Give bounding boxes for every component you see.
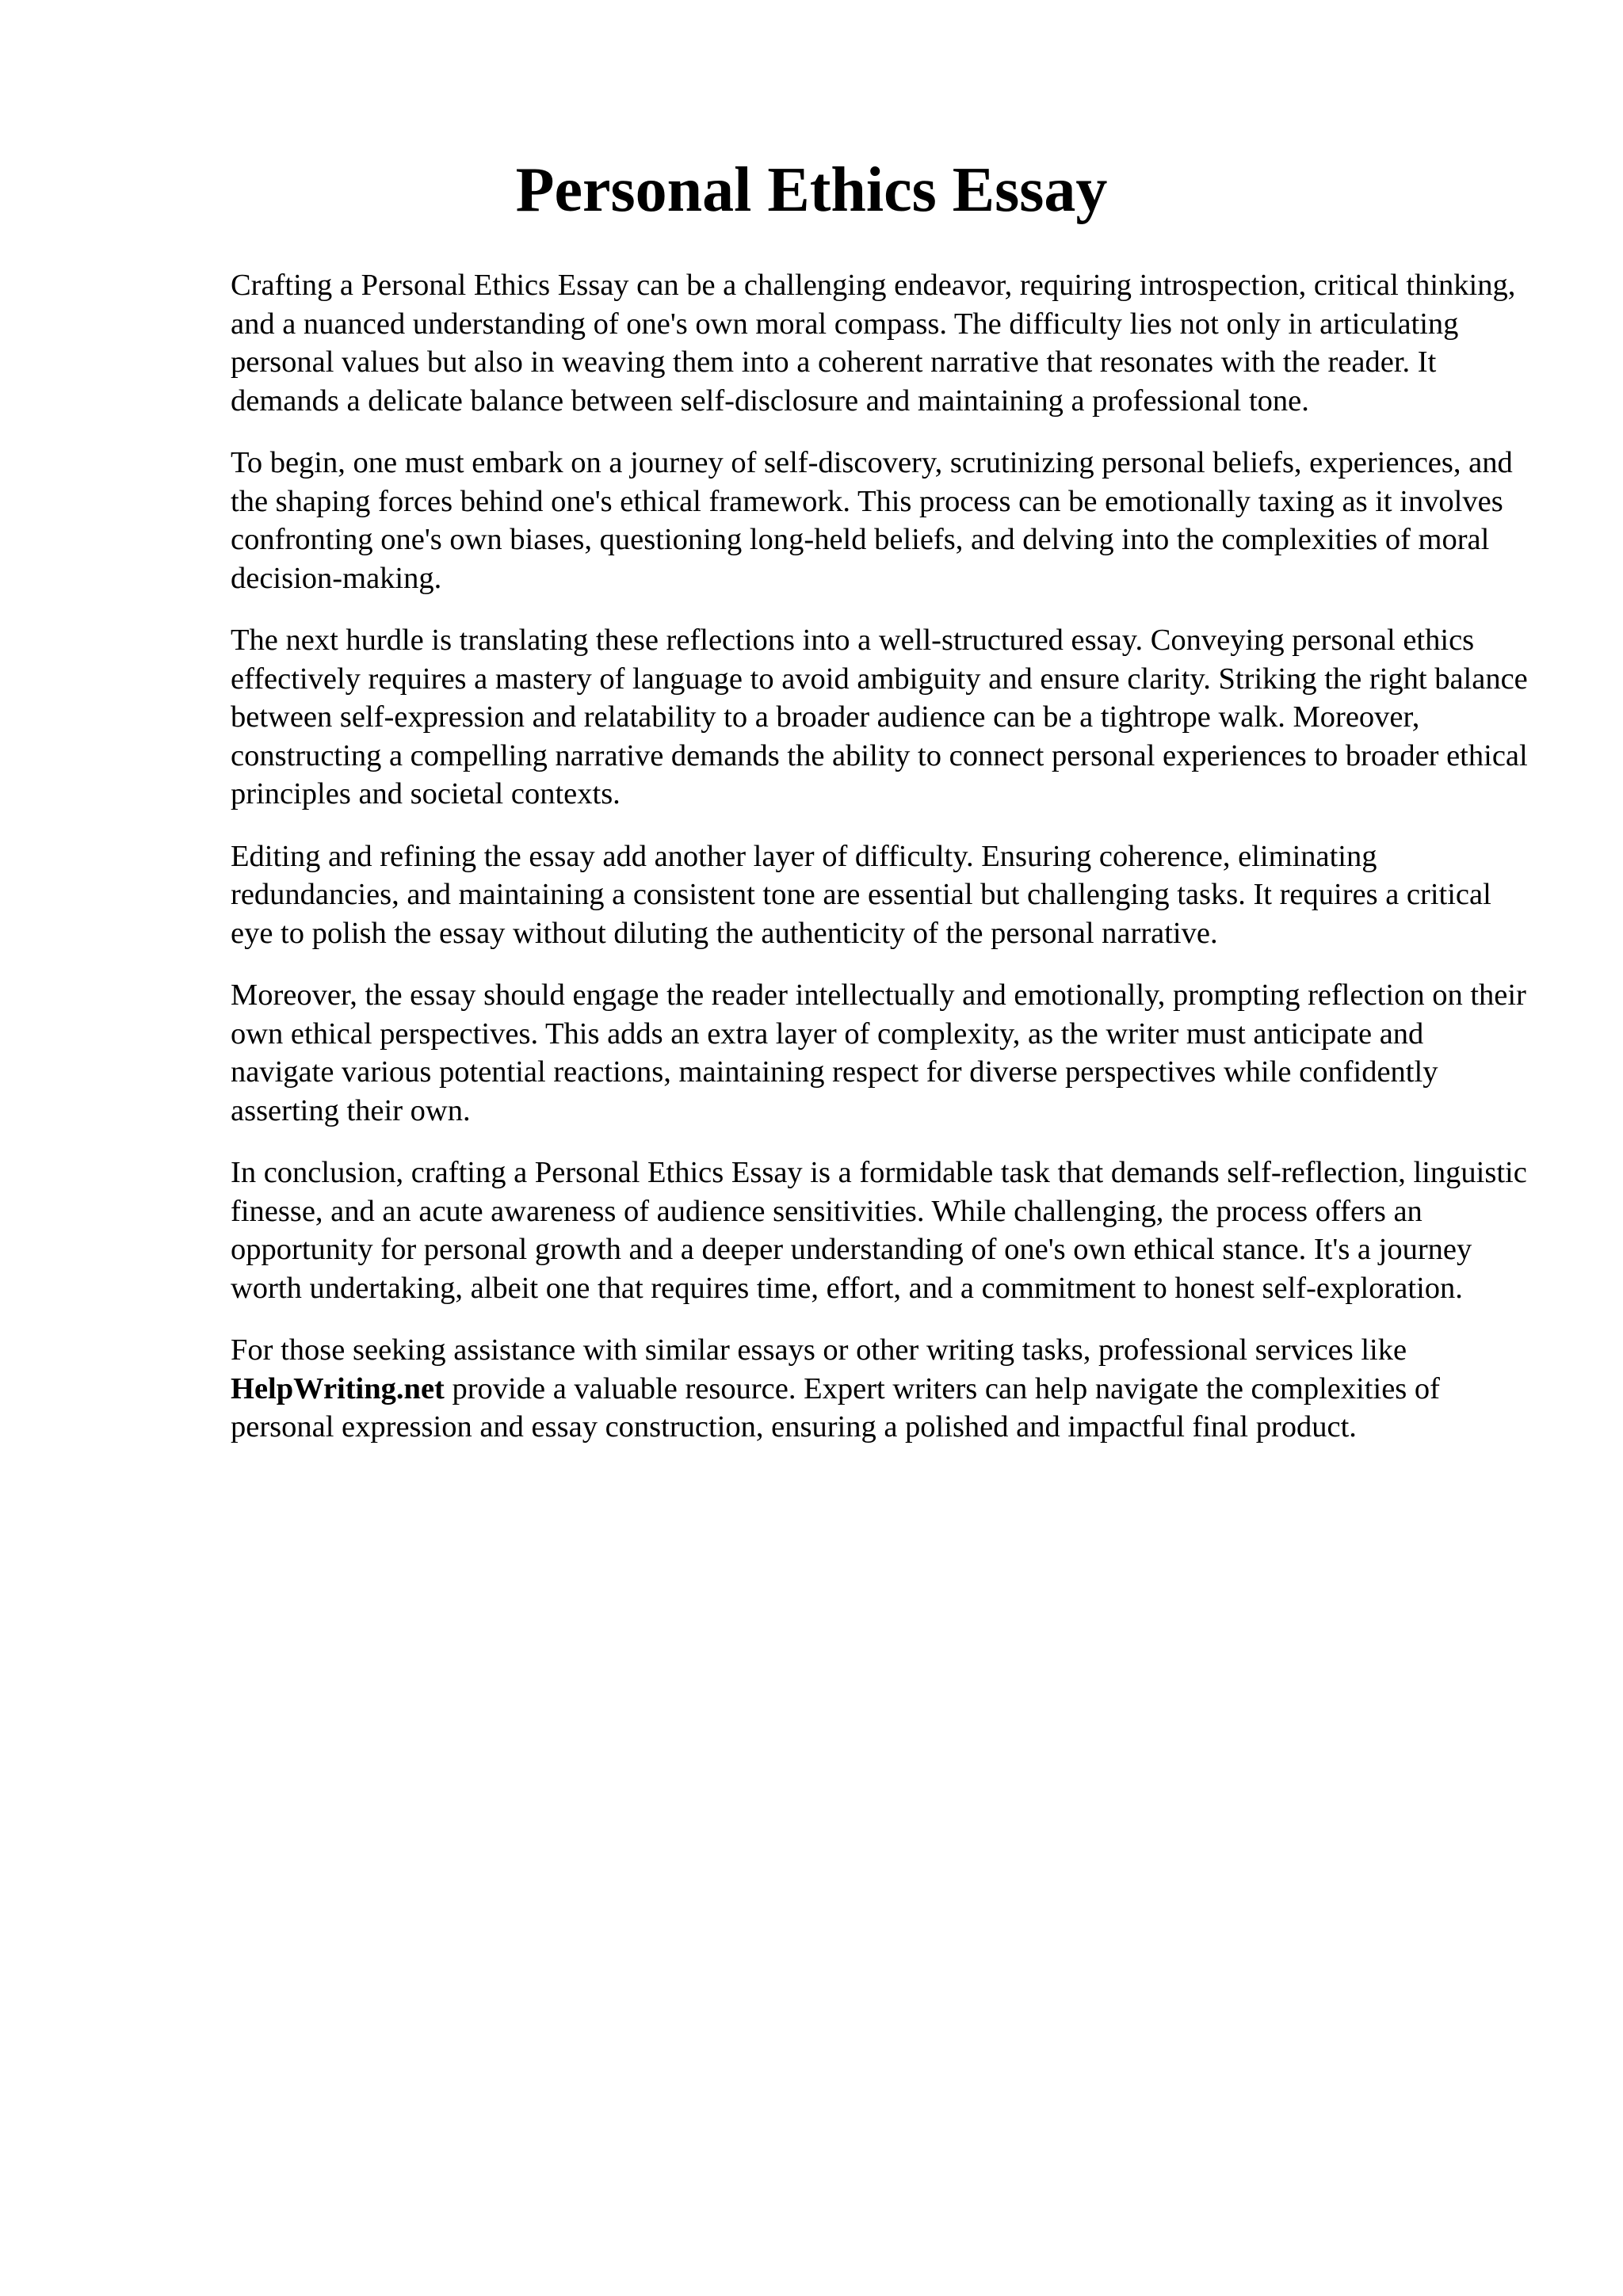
page-title: Personal Ethics Essay <box>515 155 1108 225</box>
closing-paragraph <box>231 1331 1530 1447</box>
paragraph-4: Editing and refining the essay add another layer of difficulty. Ensuring coherence, eliminating redundancies, and maintaining a consistent tone are essential but challenging tasks. It requires a critical eye to polish the essay without diluting the authenticity of the personal narrative. <box>231 839 1491 950</box>
paragraph-2: To begin, one must embark on a journey of self-discovery, scrutinizing personal beliefs, experiences, and the shaping forces behind one's ethical framework. This process can be emotionally taxing as it involves confronting one's own biases, questioning long-held beliefs, and delving into the complexities of moral decision-making. <box>231 446 1513 595</box>
paragraph-3: The next hurdle is translating these reflections into a well-structured essay. Conveying personal ethics effectively requires a mastery of language to avoid ambiguity and ensure clarity. Striking the right balance between self-expression and relatability to a broader audience can be a tightrope walk. Moreover, constructing a compelling narrative demands the ability to connect personal experiences to broader ethical principles and societal contexts. <box>231 624 1528 810</box>
brand-name: HelpWriting.net <box>231 1371 445 1405</box>
closing-text-before: For those seeking assistance with similar essays or other writing tasks, professional services like <box>231 1333 1407 1367</box>
closing-text-after: provide a valuable resource. Expert writers can help navigate the complexities of personal expression and essay construction, ensuring a polished and impactful final product. <box>231 1371 1440 1444</box>
paragraph-5: Moreover, the essay should engage the reader intellectually and emotionally, prompting reflection on their own ethical perspectives. This adds an extra layer of complexity, as the writer must anticipate and navigate various potential reactions, maintaining respect for diverse perspectives while confidently asserting their own. <box>231 978 1526 1127</box>
essay-body <box>231 266 1530 1470</box>
paragraph-6: In conclusion, crafting a Personal Ethics Essay is a formidable task that demands self-reflection, linguistic finesse, and an acute awareness of audience sensitivities. While challenging, the process offers an opportunity for personal growth and a deeper understanding of one's own ethical stance. It's a journey worth undertaking, albeit one that requires time, effort, and a commitment to honest self-exploration. <box>231 1156 1527 1305</box>
paragraph-1: Crafting a Personal Ethics Essay can be a challenging endeavor, requiring introspection, critical thinking, and a nuanced understanding of one's own moral compass. The difficulty lies not only in articulating personal values but also in weaving them into a coherent narrative that resonates with the reader. It demands a delicate balance between self-disclosure and maintaining a professional tone. <box>231 269 1516 418</box>
